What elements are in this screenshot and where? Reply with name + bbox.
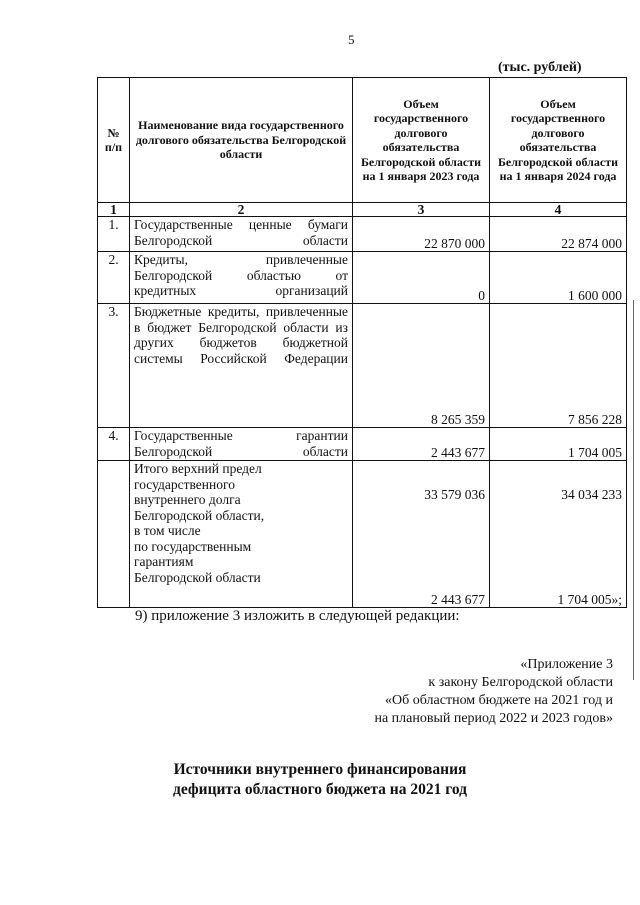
total-name-line: по государственным bbox=[134, 538, 252, 554]
value-2023: 0 bbox=[353, 252, 490, 304]
value-2023: 22 870 000 bbox=[353, 217, 490, 252]
col-index: 2 bbox=[130, 203, 353, 217]
header-num: № п/п bbox=[98, 78, 130, 203]
section-title-line: дефицита областного бюджета на 2021 год bbox=[173, 781, 467, 798]
section-title bbox=[0, 760, 640, 800]
row-name: Государственные гарантии Белгородской области bbox=[130, 428, 353, 461]
total-name-line: Итого верхний предел bbox=[134, 461, 262, 476]
row-num: 2. bbox=[98, 252, 130, 304]
total-2024: 34 034 233 bbox=[561, 487, 622, 502]
total-name-line: гарантиям bbox=[134, 554, 194, 569]
units-label: (тыс. рублей) bbox=[498, 60, 582, 75]
total-name-line: внутреннего долга bbox=[134, 492, 241, 507]
table-row bbox=[98, 428, 627, 461]
total-2023: 33 579 036 bbox=[424, 487, 485, 502]
total-name-line: Белгородской области, bbox=[134, 507, 265, 523]
total-2023-cell bbox=[353, 461, 490, 608]
row-num: 3. bbox=[98, 304, 130, 428]
guarantees-2024: 1 704 005»; bbox=[557, 591, 622, 607]
value-2024: 7 856 228 bbox=[490, 304, 627, 428]
column-index-row bbox=[98, 203, 627, 217]
row-name: Кредиты, привлеченные Белгородской областью от кредитных организаций bbox=[130, 252, 353, 304]
appendix-line: «Приложение 3 bbox=[520, 657, 613, 672]
row-num: 4. bbox=[98, 428, 130, 461]
row-num: 1. bbox=[98, 217, 130, 252]
debt-table bbox=[97, 77, 627, 608]
col-index: 3 bbox=[353, 203, 490, 217]
col-index: 1 bbox=[98, 203, 130, 217]
total-name-line: в том числе bbox=[134, 523, 201, 538]
total-2024-cell bbox=[490, 461, 627, 608]
value-2024: 22 874 000 bbox=[490, 217, 627, 252]
table-row bbox=[98, 304, 627, 428]
section-title-line: Источники внутреннего финансирования bbox=[173, 761, 467, 778]
header-2023: Объем государственного долгового обязательства Белгородской области на 1 января 2023 года bbox=[353, 78, 490, 203]
appendix-reference bbox=[313, 656, 613, 728]
row-name: Государственные ценные бумаги Белгородской области bbox=[130, 217, 353, 252]
page-edge-line bbox=[633, 300, 634, 680]
row-name: Бюджетные кредиты, привлеченные в бюджет Белгородской области из других бюджетов бюджетной системы Российской Федерации bbox=[130, 304, 353, 428]
total-num bbox=[98, 461, 130, 608]
value-2024: 1 600 000 bbox=[490, 252, 627, 304]
appendix-line: к закону Белгородской области bbox=[428, 675, 613, 690]
total-row bbox=[98, 461, 627, 608]
value-2023: 8 265 359 bbox=[353, 304, 490, 428]
header-2024: Объем государственного долгового обязательства Белгородской области на 1 января 2024 года bbox=[490, 78, 627, 203]
appendix-line: «Об областном бюджете на 2021 год и bbox=[385, 693, 613, 708]
header-name: Наименование вида государственного долгового обязательства Белгородской области bbox=[130, 78, 353, 203]
value-2023: 2 443 677 bbox=[353, 428, 490, 461]
total-name-line: государственного bbox=[134, 476, 235, 492]
amendment-text: 9) приложение 3 изложить в следующей редакции: bbox=[135, 608, 460, 624]
value-2024: 1 704 005 bbox=[490, 428, 627, 461]
table-row bbox=[98, 252, 627, 304]
header-row bbox=[98, 78, 627, 203]
total-name-line: Белгородской области bbox=[134, 569, 261, 585]
col-index: 4 bbox=[490, 203, 627, 217]
appendix-line: на плановый период 2022 и 2023 годов» bbox=[374, 711, 613, 726]
guarantees-2023: 2 443 677 bbox=[431, 591, 485, 607]
table-row bbox=[98, 217, 627, 252]
page-number: 5 bbox=[348, 32, 355, 47]
total-name bbox=[130, 461, 353, 608]
